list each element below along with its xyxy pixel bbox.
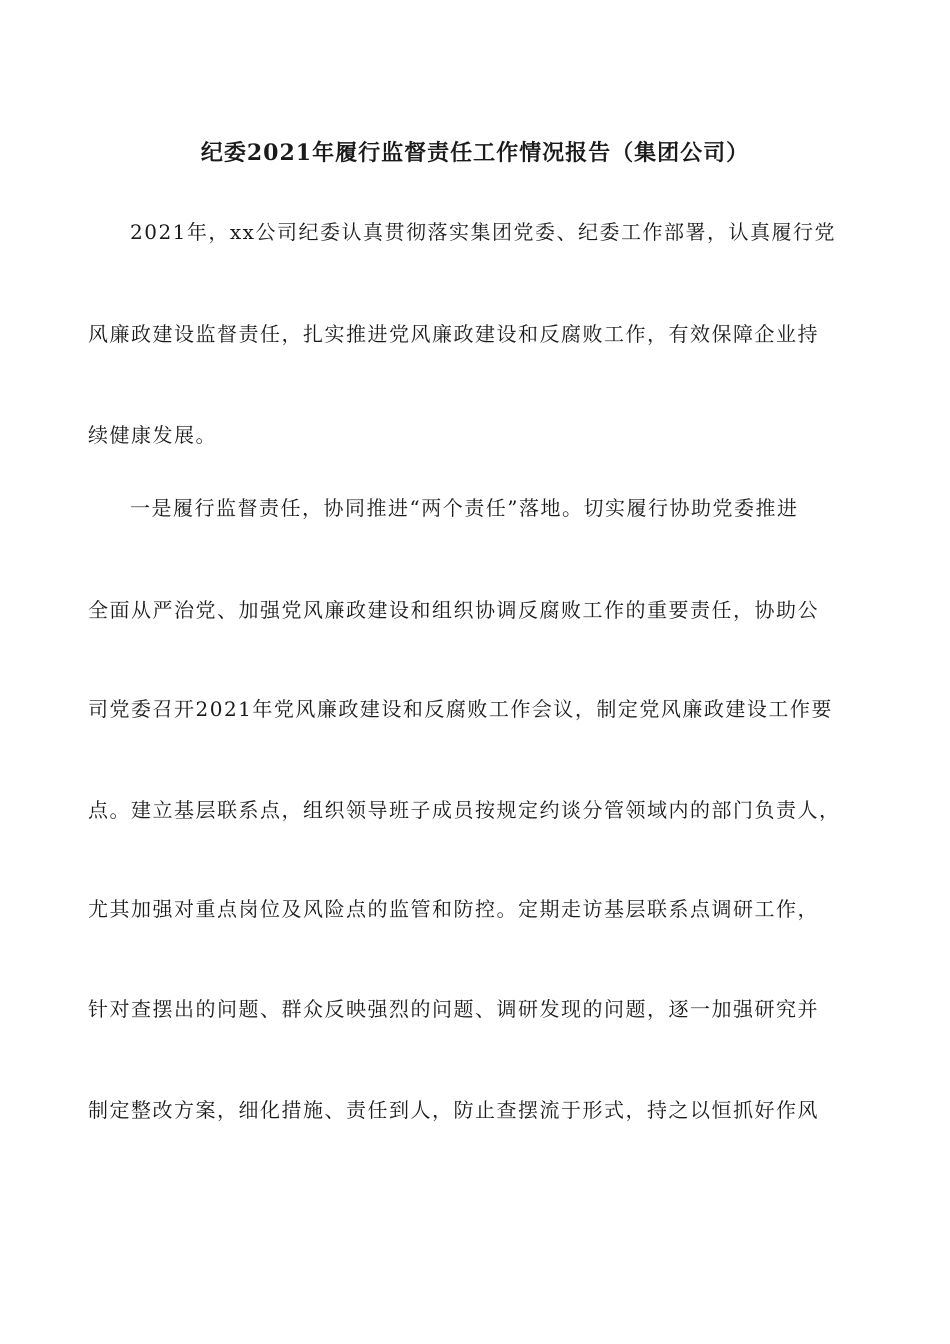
document-title: 纪委2021年履行监督责任工作情况报告（集团公司） bbox=[200, 140, 750, 166]
paragraph-line: 点。建立基层联系点，组织领导班子成员按规定约谈分管领域内的部门负责人， bbox=[88, 798, 841, 822]
paragraph-line: 尤其加强对重点岗位及风险点的监管和防控。定期走访基层联系点调研工作， bbox=[88, 897, 819, 921]
paragraph-line: 风廉政建设监督责任，扎实推进党风廉政建设和反腐败工作，有效保障企业持 bbox=[88, 322, 819, 346]
paragraph-line: 2021年，xx公司纪委认真贯彻落实集团党委、纪委工作部署，认真履行党 bbox=[130, 220, 836, 244]
paragraph-line: 全面从严治党、加强党风廉政建设和组织协调反腐败工作的重要责任，协助公 bbox=[88, 598, 819, 622]
paragraph-line: 针对查摆出的问题、群众反映强烈的问题、调研发现的问题，逐一加强研究并 bbox=[88, 997, 819, 1021]
paragraph-line: 司党委召开2021年党风廉政建设和反腐败工作会议，制定党风廉政建设工作要 bbox=[88, 697, 833, 721]
paragraph-line: 一是履行监督责任，协同推进“两个责任”落地。切实履行协助党委推进 bbox=[130, 496, 799, 520]
paragraph-line: 续健康发展。 bbox=[88, 423, 217, 447]
paragraph-line: 制定整改方案，细化措施、责任到人，防止查摆流于形式，持之以恒抓好作风 bbox=[88, 1098, 819, 1122]
